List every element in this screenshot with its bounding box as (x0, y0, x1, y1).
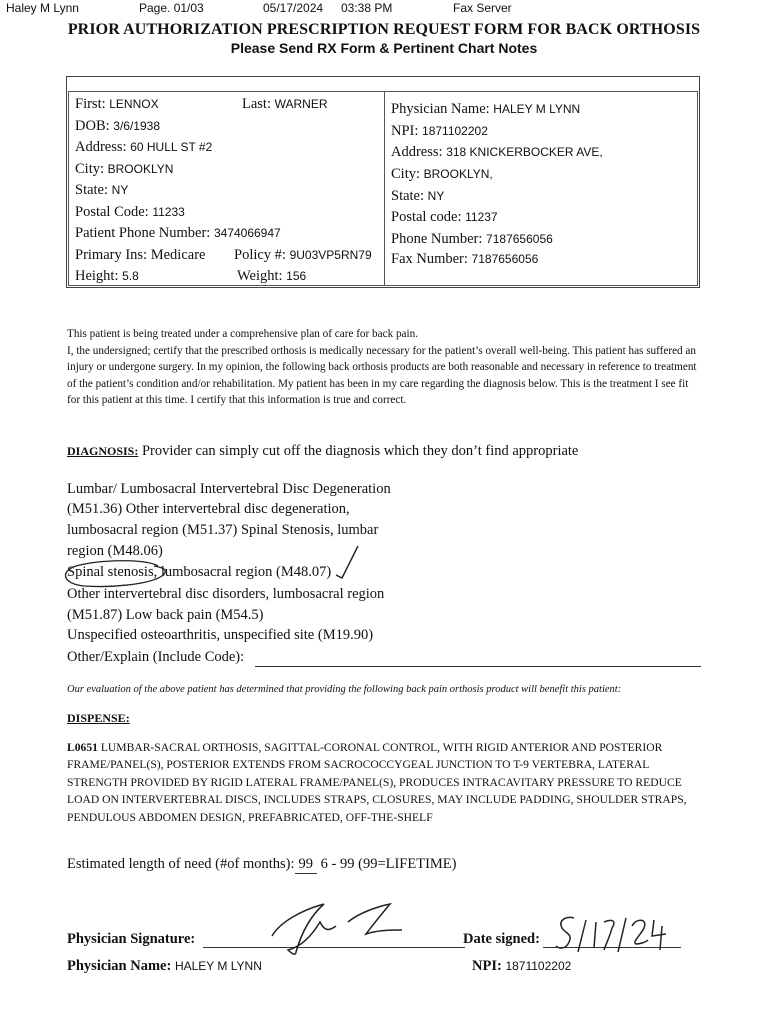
fax-server: Fax Server (453, 1, 512, 15)
certification-body: I, the undersigned; certify that the prescribed orthosis is medically necessary for the patient’s overall well-being. This patient has suffered an injury or undergone surgery. In my opinion, the following back orthosis products are both reasonable and necessary in reference to treatment of the patient’s condition and/or rehabilitation. My patient has been in my care regarding the diagnosis below. This is the treatment I see fit for this patient at this time. I certify that this information is true and correct. (67, 344, 697, 406)
physician-name-footer: Physician Name: HALEY M LYNN (67, 958, 262, 974)
patient-first: First: LENNOX (75, 96, 159, 112)
physician-name: Physician Name: HALEY M LYNN (391, 101, 581, 117)
physician-city: City: BROOKLYN, (391, 166, 493, 182)
form-subtitle: Please Send RX Form & Pertinent Chart Notes (230, 40, 538, 56)
info-box-divider (384, 91, 385, 286)
fax-date: 05/17/2024 (263, 1, 324, 15)
form-title: PRIOR AUTHORIZATION PRESCRIPTION REQUEST FORM FOR BACK ORTHOSIS (67, 21, 701, 38)
npi-footer: NPI: 1871102202 (472, 958, 572, 974)
diagnosis-line: Lumbar/ Lumbosacral Intervertebral Disc Degeneration (67, 481, 391, 497)
physician-postal: Postal code: 11237 (391, 209, 498, 225)
diagnosis-other-field[interactable] (255, 666, 701, 667)
diagnosis-line: region (M48.06) (67, 543, 163, 559)
evaluation-note: Our evaluation of the above patient has determined that providing the following back pain orthosis product will benefit this patient: (67, 684, 622, 695)
patient-weight: Weight: 156 (237, 268, 307, 284)
physician-signature-label: Physician Signature: (67, 931, 196, 947)
patient-last: Last: WARNER (242, 96, 328, 112)
patient-dob: DOB: 3/6/1938 (75, 118, 160, 134)
patient-address: Address: 60 HULL ST #2 (75, 139, 213, 155)
patient-primary-ins: Primary Ins: Medicare (75, 247, 206, 263)
dispense-code: L0651 (67, 741, 98, 754)
selected-diagnosis-mark (58, 540, 368, 592)
patient-state: State: NY (75, 182, 129, 198)
diagnosis-heading: DIAGNOSIS: Provider can simply cut off the diagnosis which they don’t find appropriate (67, 443, 579, 459)
fax-sender: Haley M Lynn (6, 1, 79, 15)
physician-address: Address: 318 KNICKERBOCKER AVE, (391, 144, 603, 160)
patient-policy: Policy #: 9U03VP5RN79 (234, 247, 372, 263)
date-signed-handwriting (552, 912, 672, 954)
physician-signature-image (262, 896, 412, 960)
fax-page: Page. 01/03 (139, 1, 204, 15)
patient-city: City: BROOKLYN (75, 161, 174, 177)
patient-postal: Postal Code: 11233 (75, 204, 185, 220)
physician-npi: NPI: 1871102202 (391, 123, 488, 139)
diagnosis-line: Other intervertebral disc disorders, lumbosacral region (67, 586, 385, 602)
diagnosis-line: (M51.36) Other intervertebral disc degeneration, (67, 501, 350, 517)
fax-time: 03:38 PM (341, 1, 393, 15)
diagnosis-line-selected: Spinal stenosis, lumbosacral region (M48.07) (67, 564, 332, 580)
certification-text (67, 326, 703, 409)
length-of-need: Estimated length of need (#of months): 99 6 - 99 (99=LIFETIME) (67, 856, 457, 872)
dispense-description: L0651 LUMBAR-SACRAL ORTHOSIS, SAGITTAL-CORONAL CONTROL, WITH RIGID ANTERIOR AND POSTERIOR FRAME/PANEL(S), POSTERIOR EXTENDS FROM SACROCOCCYGEAL JUNCTION TO T-9 VERTEBRA, LATERAL STRENGTH PROVIDED BY RIGID LATERAL FRAME/PANEL(S), PRODUCES INTRACAVITARY PRESSURE TO REDUCE LOAD ON INTERVERTEBRAL DISCS, INCLUDES STRAPS, CLOSURES, MAY INCLUDE PADDING, SHOULDER STRAPS, PENDULOUS ABDOMEN DESIGN, PREFABRICATED, OFF-THE-SHELF (67, 741, 687, 824)
diagnosis-line: Unspecified osteoarthritis, unspecified site (M19.90) (67, 627, 374, 643)
physician-phone: Phone Number: 7187656056 (391, 231, 553, 247)
certification-line1: This patient is being treated under a comprehensive plan of care for back pain. (67, 328, 419, 340)
dispense-heading: DISPENSE: (67, 711, 130, 725)
physician-fax: Fax Number: 7187656056 (391, 251, 539, 267)
diagnosis-line: (M51.87) Low back pain (M54.5) (67, 607, 264, 623)
length-of-need-value[interactable]: 99 (295, 856, 318, 874)
patient-height: Height: 5.8 (75, 268, 139, 284)
date-signed-label: Date signed: (463, 931, 540, 947)
diagnosis-line: lumbosacral region (M51.37) Spinal Stenosis, lumbar (67, 522, 379, 538)
physician-state: State: NY (391, 188, 445, 204)
diagnosis-other-label: Other/Explain (Include Code): (67, 649, 245, 665)
patient-phone: Patient Phone Number: 3474066947 (75, 225, 281, 241)
